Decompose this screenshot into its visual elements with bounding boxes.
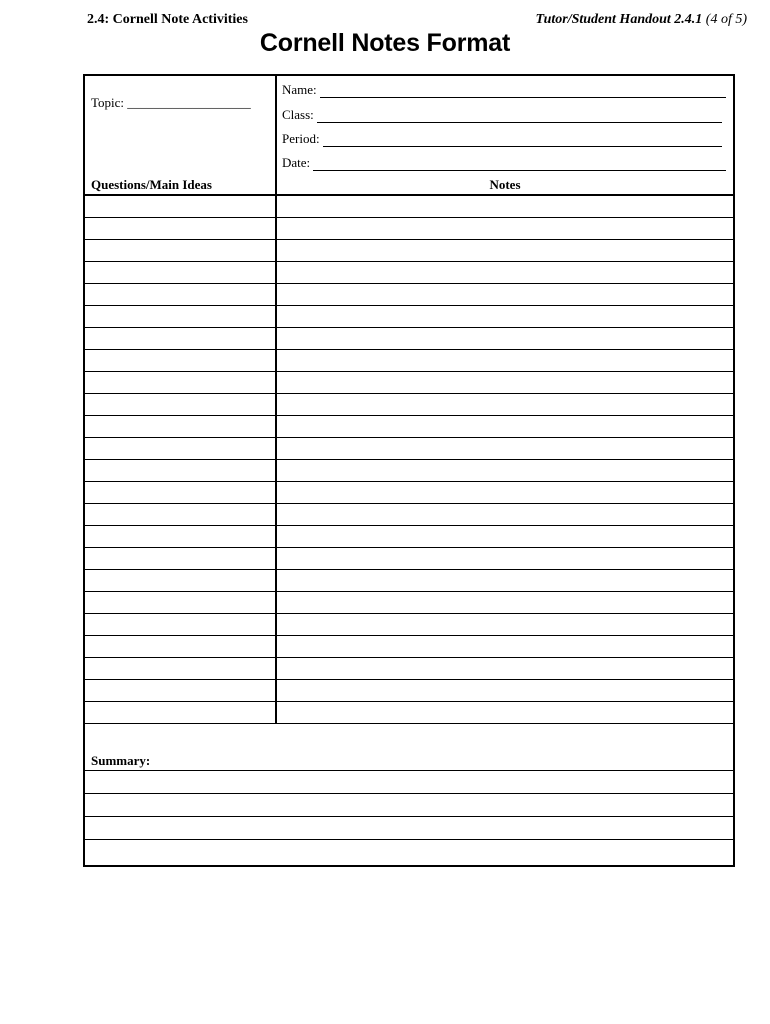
class-underline bbox=[317, 111, 722, 123]
column-divider bbox=[275, 504, 277, 525]
column-divider bbox=[275, 284, 277, 305]
page-title: Cornell Notes Format bbox=[259, 29, 511, 57]
notes-grid bbox=[85, 196, 733, 724]
note-row[interactable] bbox=[85, 702, 733, 724]
note-row[interactable] bbox=[85, 284, 733, 306]
note-row[interactable] bbox=[85, 548, 733, 570]
note-row[interactable] bbox=[85, 636, 733, 658]
column-divider bbox=[275, 702, 277, 723]
name-label: Name: bbox=[282, 82, 317, 97]
column-divider bbox=[275, 482, 277, 503]
column-divider bbox=[275, 680, 277, 701]
form-header-block bbox=[85, 76, 733, 196]
column-divider bbox=[275, 196, 277, 217]
period-field[interactable] bbox=[282, 131, 722, 147]
column-divider bbox=[275, 548, 277, 569]
period-underline bbox=[323, 135, 722, 147]
handout-number: Tutor/Student Handout 2.4.1 bbox=[535, 12, 703, 27]
column-divider bbox=[275, 592, 277, 613]
column-divider bbox=[275, 328, 277, 349]
note-row[interactable] bbox=[85, 504, 733, 526]
column-divider bbox=[275, 306, 277, 327]
name-field[interactable] bbox=[282, 82, 726, 98]
column-divider bbox=[275, 658, 277, 679]
summary-row[interactable] bbox=[85, 771, 733, 794]
column-divider bbox=[275, 262, 277, 283]
summary-section bbox=[85, 748, 733, 863]
column-divider bbox=[275, 240, 277, 261]
cornell-notes-form bbox=[83, 74, 735, 867]
note-row[interactable] bbox=[85, 350, 733, 372]
note-row[interactable] bbox=[85, 394, 733, 416]
name-underline bbox=[320, 86, 726, 98]
summary-row[interactable] bbox=[85, 748, 733, 771]
questions-column-label: Questions/Main Ideas bbox=[91, 177, 212, 192]
summary-row[interactable] bbox=[85, 840, 733, 863]
column-divider bbox=[275, 570, 277, 591]
note-row[interactable] bbox=[85, 592, 733, 614]
note-row[interactable] bbox=[85, 460, 733, 482]
page-indicator: (4 of 5) bbox=[705, 12, 747, 27]
date-label: Date: bbox=[282, 155, 311, 170]
column-divider bbox=[275, 394, 277, 415]
period-label: Period: bbox=[282, 131, 320, 146]
note-row[interactable] bbox=[85, 240, 733, 262]
note-row[interactable] bbox=[85, 526, 733, 548]
column-divider bbox=[275, 372, 277, 393]
note-row[interactable] bbox=[85, 218, 733, 240]
column-divider bbox=[275, 218, 277, 239]
column-divider bbox=[275, 416, 277, 437]
note-row[interactable] bbox=[85, 570, 733, 592]
note-row[interactable] bbox=[85, 658, 733, 680]
column-divider bbox=[275, 526, 277, 547]
notes-column-label: Notes bbox=[489, 177, 521, 192]
summary-label: Summary: bbox=[91, 753, 151, 768]
column-divider bbox=[275, 438, 277, 459]
note-row[interactable] bbox=[85, 482, 733, 504]
note-row[interactable] bbox=[85, 680, 733, 702]
date-underline bbox=[313, 159, 726, 171]
class-label: Class: bbox=[282, 107, 314, 122]
column-divider bbox=[275, 350, 277, 371]
header-left: 2.4: Cornell Note Activities bbox=[87, 12, 248, 27]
note-row[interactable] bbox=[85, 416, 733, 438]
note-row[interactable] bbox=[85, 614, 733, 636]
class-field[interactable] bbox=[282, 107, 722, 123]
note-row[interactable] bbox=[85, 328, 733, 350]
column-divider bbox=[275, 460, 277, 481]
note-row[interactable] bbox=[85, 372, 733, 394]
date-field[interactable] bbox=[282, 155, 726, 171]
header-right bbox=[536, 12, 747, 28]
note-row[interactable] bbox=[85, 438, 733, 460]
column-divider bbox=[275, 636, 277, 657]
summary-row[interactable] bbox=[85, 794, 733, 817]
column-divider bbox=[275, 614, 277, 635]
note-row[interactable] bbox=[85, 306, 733, 328]
summary-row[interactable] bbox=[85, 817, 733, 840]
topic-field[interactable]: Topic: ___________________ bbox=[91, 95, 251, 110]
note-row[interactable] bbox=[85, 196, 733, 218]
note-row[interactable] bbox=[85, 262, 733, 284]
